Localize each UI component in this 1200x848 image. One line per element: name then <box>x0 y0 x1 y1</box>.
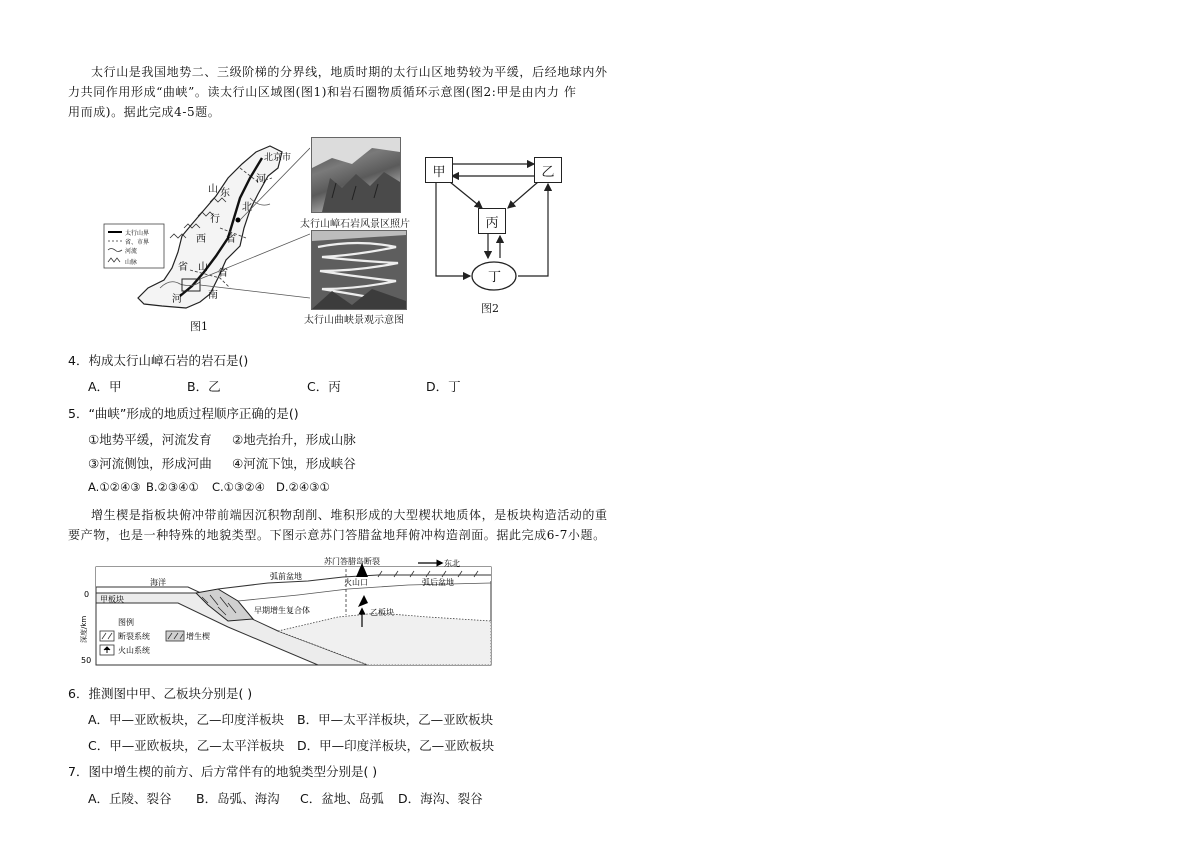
q4-option-b: B．乙 <box>187 379 221 394</box>
location-dot <box>236 218 241 223</box>
node-jia-box <box>425 157 453 183</box>
taihang-map <box>100 138 310 338</box>
q5-item-2: ②地壳抬升，形成山脉 <box>232 432 356 447</box>
intro-paragraph-1 <box>91 62 608 82</box>
label-nan: 南 <box>208 290 218 301</box>
label-beijing: 北京市 <box>264 153 292 163</box>
label-east: 东北 <box>444 559 460 568</box>
intro-paragraph-1-cont <box>68 82 576 122</box>
q7-option-a: A．丘陵、裂谷 <box>88 791 172 806</box>
node-bing-box <box>478 208 506 234</box>
q6-option-a: A．甲—亚欧板块，乙—印度洋板块 <box>88 712 285 727</box>
photo2-caption: 太行山曲峡景观示意图 <box>304 315 404 326</box>
q6-option-d: D．甲—印度洋板块，乙—亚欧板块 <box>297 738 495 753</box>
intro1-line1: 太行山是我国地势二、三级阶梯的分界线，地质时期的太行山区地势较为平缓，后经地球内外 <box>91 65 608 79</box>
intro2-line1: 增生楔是指板块俯冲带前端因沉积物刮削、堆积形成的大型楔状地质体，是板块构造活动的重 <box>91 508 608 522</box>
label-plate-yi: 乙板块 <box>370 608 394 617</box>
label-crater: 火山口 <box>344 578 368 587</box>
q5-item-3: ③河流侧蚀，形成河曲 <box>88 456 212 471</box>
subduction-section <box>78 555 498 670</box>
node-bing: 丙 <box>485 215 499 231</box>
q5-stem: 5．“曲峡”形成的地质过程顺序正确的是() <box>68 406 299 421</box>
map-legend <box>104 224 164 268</box>
q6-stem: 6．推测图中甲、乙板块分别是( ) <box>68 686 253 701</box>
label-zero: 0 <box>84 590 90 599</box>
label-backarc: 弧后盆地 <box>422 578 454 587</box>
label-bei: 北 <box>242 202 252 213</box>
label-shan: 山 <box>208 184 218 195</box>
q5-item-4: ④河流下蚀，形成峡谷 <box>232 456 356 471</box>
q4-option-c: C．丙 <box>307 379 341 394</box>
node-yi-box <box>534 157 562 183</box>
label-xi: 西 <box>196 234 206 245</box>
label-sheng2: 省 <box>178 262 188 273</box>
fig1-caption: 图1 <box>190 320 208 333</box>
photo1-caption: 太行山嶂石岩风景区照片 <box>300 219 410 230</box>
q6-option-b: B．甲—太平洋板块，乙—亚欧板块 <box>297 712 494 727</box>
q7-stem: 7．图中增生楔的前方、后方常伴有的地貌类型分别是( ) <box>68 764 378 779</box>
label-xing: 行 <box>210 214 220 225</box>
node-yi: 乙 <box>541 164 555 180</box>
label-forearc: 弧前盆地 <box>270 572 302 581</box>
label-sheng3: 省 <box>218 268 228 279</box>
legend-wedge: 增生楔 <box>186 632 210 641</box>
q4-option-d: D．丁 <box>426 379 461 394</box>
q7-option-c: C．盆地、岛弧 <box>300 791 384 806</box>
legend-fault-system: 断裂系统 <box>118 632 150 641</box>
label-sheng: 省 <box>226 234 236 245</box>
intro1-line3: 用而成)。据此完成4-5题。 <box>68 105 221 119</box>
label-he2: 河 <box>172 294 182 305</box>
label-he: 河 <box>256 174 266 185</box>
legend-river: 河流 <box>125 248 138 255</box>
label-legend-title: 图例 <box>118 618 134 627</box>
q5-option-a: A.①②④③ <box>88 480 141 494</box>
label-shan2: 山 <box>198 262 208 273</box>
q7-option-d: D．海沟、裂谷 <box>398 791 483 806</box>
cliff-photo <box>311 137 401 213</box>
label-early: 早期增生复合体 <box>254 606 310 615</box>
q5-option-d: D.②④③① <box>276 480 330 494</box>
legend-province-border: 省、市界 <box>125 239 150 246</box>
label-depth: 深度/km <box>80 615 88 643</box>
q7-option-b: B．岛弧、海沟 <box>196 791 280 806</box>
legend-mountain-border: 太行山界 <box>125 230 150 237</box>
label-plate-jia: 甲板块 <box>100 595 124 604</box>
q4-option-a: A．甲 <box>88 379 122 394</box>
legend-volcano-system: 火山系统 <box>118 646 150 655</box>
node-jia: 甲 <box>432 164 446 180</box>
winding-road-photo <box>311 230 407 310</box>
q4-stem: 4．构成太行山嶂石岩的岩石是() <box>68 353 249 368</box>
fig2-caption: 图2 <box>481 302 499 315</box>
q5-item-1: ①地势平缓，河流发育 <box>88 432 212 447</box>
legend-range: 山脉 <box>125 259 138 266</box>
q5-option-b: B.②③④① <box>146 480 199 494</box>
q6-option-c: C．甲—亚欧板块，乙—太平洋板块 <box>88 738 285 753</box>
label-ocean: 海洋 <box>150 578 166 587</box>
q5-option-c: C.①③②④ <box>212 480 265 494</box>
node-ding: 丁 <box>488 270 502 285</box>
label-fifty: 50 <box>81 656 92 665</box>
label-fault: 苏门答腊岛断裂 <box>324 557 380 566</box>
label-dong: 东 <box>220 188 230 199</box>
intro2-line2: 要产物，也是一种特殊的地貌类型。下图示意苏门答腊盆地拜俯冲构造剖面。据此完成6-7小题。 <box>68 528 606 542</box>
intro1-line2: 力共同作用形成“曲峡”。读太行山区域图(图1)和岩石圈物质循环示意图(图2:甲是由内力 作 <box>68 85 577 99</box>
